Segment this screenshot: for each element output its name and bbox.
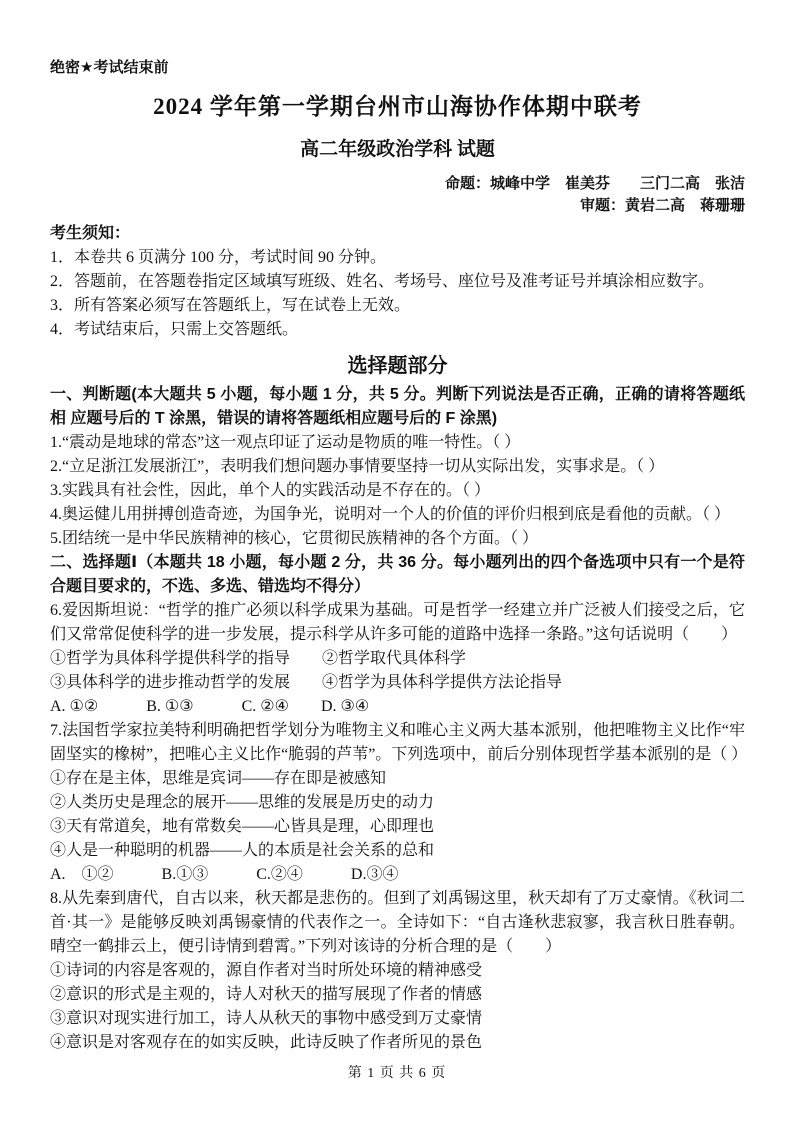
question-7-option-3: ③天有常道矣，地有常数矣——心皆具是理，心即理也 xyxy=(50,818,435,835)
question-7-stem: 7.法国哲学家拉美特利明确把哲学划分为唯物主义和唯心主义两大基本派别，他把唯物主义比作“牢固坚实的橡树”，把唯心主义比作“脆弱的芦苇”。下列选项中，前后分别体现哲学基本派别的是（ ） xyxy=(50,722,748,763)
question-5: 5.团结统一是中华民族精神的核心，它贯彻民族精神的各个方面。（ ） xyxy=(50,530,539,547)
part-title: 选择题部分 xyxy=(347,355,448,377)
question-6-option-row-2: ③具体科学的进步推动哲学的发展 ④哲学为具体科学提供方法论指导 xyxy=(50,674,563,691)
question-8 xyxy=(50,887,745,1055)
page-subtitle: 高二年级政治学科 试题 xyxy=(300,139,495,160)
question-1: 1.“震动是地球的常态”这一观点印证了运动是物质的唯一特性。（ ） xyxy=(50,434,521,451)
page-number: 第 1 页 共 6 页 xyxy=(347,1066,447,1081)
question-3: 3.实践具有社会性，因此，单个人的实践活动是不存在的。（ ） xyxy=(50,482,491,499)
notice-item-1: 1．本卷共 6 页满分 100 分，考试时间 90 分钟。 xyxy=(50,249,387,266)
question-7-option-2: ②人类历史是理念的展开——思维的发展是历史的动力 xyxy=(50,794,435,811)
question-2: 2.“立足浙江发展浙江”，表明我们想问题办事情要坚持一切从实际出发，实事求是。（ ） xyxy=(50,458,665,475)
question-6-stem: 6.爱因斯坦说：“哲学的推广必须以科学成果为基础。可是哲学一经建立并广泛被人们接受之后，它们又常常促使科学的进一步发展，提示科学从许多可能的道路中选择一条路。”这句话说明（ ） xyxy=(50,602,745,643)
question-7-answer-choices: A. ①② B.①③ C.②④ D.③④ xyxy=(50,866,399,883)
question-7 xyxy=(50,719,748,887)
question-7-option-4: ④人是一种聪明的机器——人的本质是社会关系的总和 xyxy=(50,842,435,859)
proposer-line: 命题：城峰中学 崔美芬 三门二高 张洁 xyxy=(444,176,745,192)
question-8-option-3: ③意识对现实进行加工，诗人从秋天的事物中感受到万丈豪情 xyxy=(50,1010,483,1027)
question-8-option-2: ②意识的形式是主观的，诗人对秋天的描写展现了作者的情感 xyxy=(50,986,483,1003)
notice-item-3: 3．所有答案必须写在答题纸上，写在试卷上无效。 xyxy=(50,297,411,314)
notice-item-2: 2．答题前，在答题卷指定区域填写班级、姓名、考场号、座位号及准考证号并填涂相应数字。 xyxy=(50,273,715,290)
judgement-questions xyxy=(50,431,745,551)
question-6-answer-choices: A. ①② B. ①③ C. ②④ D. ③④ xyxy=(50,698,370,715)
question-8-option-1: ①诗词的内容是客观的，源自作者对当时所处环境的精神感受 xyxy=(50,962,483,979)
question-7-option-1: ①存在是主体，思维是宾词——存在即是被感知 xyxy=(50,770,387,787)
question-8-option-4: ④意识是对客观存在的如实反映，此诗反映了作者所见的景色 xyxy=(50,1034,483,1051)
reviewer-line: 审题：黄岩二高 蒋珊珊 xyxy=(579,198,745,214)
question-6-option-row-1: ①哲学为具体科学提供科学的指导 ②哲学取代具体科学 xyxy=(50,650,467,667)
section2-heading: 二、选择题Ⅰ（本题共 18 小题，每小题 2 分，共 36 分。每小题列出的四个备选项中只有一个是符合题目要求的，不选、多选、错选均不得分） xyxy=(50,554,745,595)
section1-heading: 一、判断题(本大题共 5 小题，每小题 1 分，共 5 分。判断下列说法是否正确，正确的请将答题纸相 应题号后的 T 涂黑，错误的请将答题纸相应题号后的 F 涂黑) xyxy=(50,386,745,427)
notice-item-4: 4．考试结束后，只需上交答题纸。 xyxy=(50,321,299,338)
byline-block xyxy=(50,173,745,217)
question-8-stem: 8.从先秦到唐代，自古以来，秋天都是悲伤的。但到了刘禹锡这里，秋天却有了万丈豪情。《秋词二首·其一》是能够反映刘禹锡豪情的代表作之一。全诗如下：“自古逢秋悲寂寥，我言秋日胜春朝。晴空一鹤排云上，便引诗情到碧霄。”下列对该诗的分析合理的是（ ） xyxy=(50,890,745,955)
page-title: 2024 学年第一学期台州市山海协作体期中联考 xyxy=(153,94,642,119)
question-4: 4.奥运健儿用拼搏创造奇迹，为国争光，说明对一个人的价值的评价归根到底是看他的贡献。（ ） xyxy=(50,506,731,523)
notice-heading: 考生须知： xyxy=(50,225,131,242)
candidate-notice xyxy=(50,222,745,342)
security-marking: 绝密★考试结束前 xyxy=(50,59,169,76)
question-6 xyxy=(50,599,745,719)
